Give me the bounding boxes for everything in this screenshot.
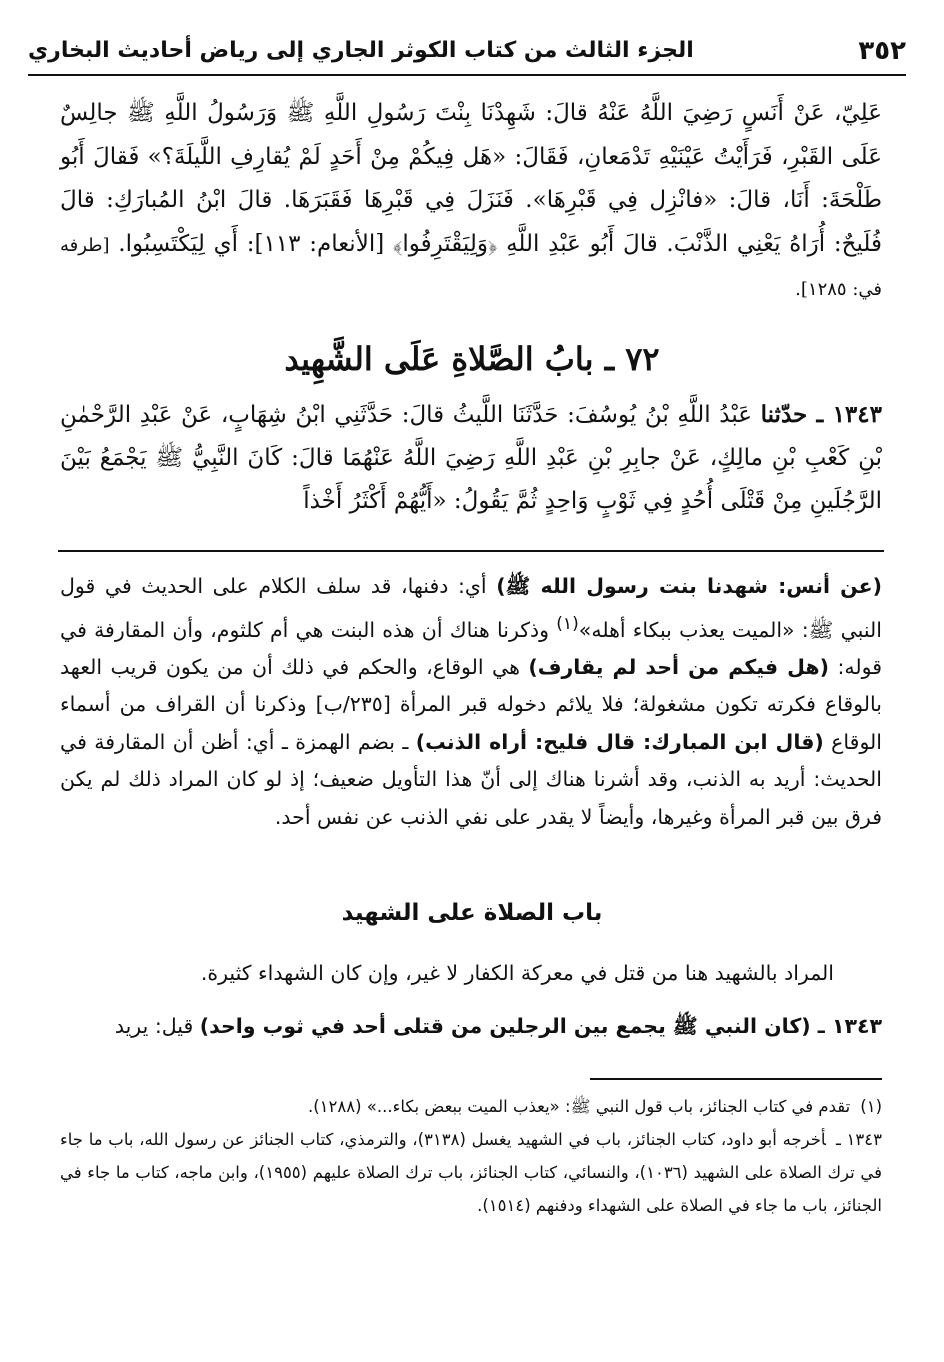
chapter-heading: ٧٢ ـ بابُ الصَّلاةِ عَلَى الشَّهِيد	[284, 340, 660, 378]
hadith-body: عَلِيّ، عَنْ أَنَسٍ رَضِيَ اللَّهُ عَنْهُ قالَ: شَهِدْنَا بِنْتَ رَسُولِ اللَّهِ ﷺ وَرَسُولُ اللَّهِ ﷺ جالِسٌ عَلَى القَبْرِ، فَرَأَيْتُ عَيْنَيْهِ تَدْمَعانِ، فَقَالَ: «هَل فِيكُمْ مِنْ أَحَدٍ لَمْ يُقارِفِ اللَّيلَةَ؟» فَقالَ أَبُو طَلْحَةَ: أَنَا، قالَ: «فانْزِل فِي قَبْرِهَا». فَنَزَلَ فِي قَبْرِهَا فَقَبَرَهَا. قالَ ابْنُ المُبارَكِ: قالَ فُلَيحٌ: أُرَاهُ يَعْنِي الذَّنْبَ. قالَ أَبُو عَبْدِ اللَّهِ ﴿وَلِيَقْتَرِفُوا﴾ [الأنعام: ١١٣]: أَي لِيَكْتَسِبُوا.	[60, 100, 882, 257]
cross-reference: [طرفه في: ١٢٨٥].	[60, 234, 882, 300]
commentary-part-4: ـ بضم الهمزة ـ أي: أظن أن المقارفة في الحديث: أريد به الذنب، وقد أشرنا هناك إلى أنّ هذا التأويل ضعيف؛ إذ لو كان المراد ذلك لم يكن فرق بين قبر المرأة وغيرها، وأيضاً لا يقدر على نفي الذنب عن نفس أحد.	[60, 729, 882, 829]
footnote-number: (١)	[860, 1097, 882, 1116]
hadith-1343-commentary-text: قيل: يريد	[114, 1014, 200, 1038]
footnote-number: ١٣٤٣ ـ	[835, 1130, 882, 1149]
hadith-1343-quote: ١٣٤٣ ـ (كان النبي ﷺ يجمع بين الرجلين من قتلى أحد في ثوب واحد)	[199, 1014, 882, 1038]
footnote-marker: (١)	[556, 613, 579, 634]
footnote	[60, 1090, 882, 1123]
footnotes	[60, 1090, 882, 1222]
commentary-part-1: أي: دفنها، قد سلف الكلام على الحديث في قول النبي ﷺ: «الميت يعذب ببكاء أهله»	[60, 574, 882, 642]
commentary-part-2: وذكرنا هناك أن هذه البنت هي أم كلثوم، وأن المقارفة في قوله:	[60, 617, 882, 679]
section-heading: باب الصلاة على الشهيد	[341, 900, 603, 926]
page-number: ٣٥٢	[858, 36, 906, 66]
footnote-text: تقدم في كتاب الجنائز، باب قول النبي ﷺ: «يعذب الميت ببعض بكاء...» (١٢٨٨).	[307, 1097, 851, 1116]
commentary	[60, 568, 882, 836]
quote-anas: (عن أنس: شهدنا بنت رسول الله ﷺ)	[496, 574, 883, 598]
text-divider	[58, 550, 884, 552]
quote-muqarafa: (هل فيكم من أحد لم يقارف)	[528, 654, 830, 679]
hadith-1343-commentary	[60, 1008, 882, 1044]
hadith-number: ١٣٤٣ ـ حدّثنا	[760, 401, 882, 428]
running-header	[28, 30, 906, 76]
header-title: الجزء الثالث من كتاب الكوثر الجاري إلى رياض أحاديث البخاري	[28, 38, 694, 63]
quote-ibn-mubarak: (قال ابن المبارك: قال فليح: أراه الذنب)	[415, 729, 824, 754]
hadith-1343	[60, 393, 882, 523]
shahid-definition: المراد بالشهيد هنا من قتل في معركة الكفار لا غير، وإن كان الشهداء كثيرة.	[200, 961, 834, 985]
hadith-1343-text: عَبْدُ اللَّهِ بْنُ يُوسُفَ: حَدَّثَنَا اللَّيثُ قالَ: حَدَّثَنِي ابْنُ شِهَابٍ، عَنْ عَبْدِ الرَّحْمٰنِ بْنِ كَعْبِ بْنِ مالِكٍ، عَنْ جابِرِ بْنِ عَبْدِ اللَّهِ رَضِيَ اللَّهُ عَنْهُمَا قالَ: كَانَ النَّبِيُّ ﷺ يَجْمَعُ بَيْنَ الرَّجُلَينِ مِنْ قَتْلَى أُحُدٍ فِي ثَوْبٍ وَاحِدٍ ثُمَّ يَقُولُ: «أَيُّهُمْ أَكْثَرُ أَخْذاً	[60, 402, 882, 514]
hadith-text	[60, 92, 882, 312]
footnote-rule	[590, 1078, 882, 1080]
footnote	[60, 1123, 882, 1222]
commentary-part-3: هي الوقاع، والحكم في ذلك أن من يكون قريب العهد بالوقاع فكرته تكون مشغولة؛ فلا يلائم دخوله قبر المرأة [٢٣٥/ب] وذكرنا أن القراف من أسماء الوقاع	[60, 654, 882, 754]
footnote-text: أخرجه أبو داود، كتاب الجنائز، باب في الشهيد يغسل (٣١٣٨)، والترمذي، كتاب الجنائز عن رسول الله، باب ما جاء في ترك الصلاة على الشهيد (١٠٣٦)، والنسائي، كتاب الجنائز، باب ترك الصلاة عليهم (١٩٥٥)، وابن ماجه، كتاب ما جاء في الجنائز، باب ما جاء في الصلاة على الشهداء ودفنهم (١٥١٤).	[60, 1130, 882, 1215]
